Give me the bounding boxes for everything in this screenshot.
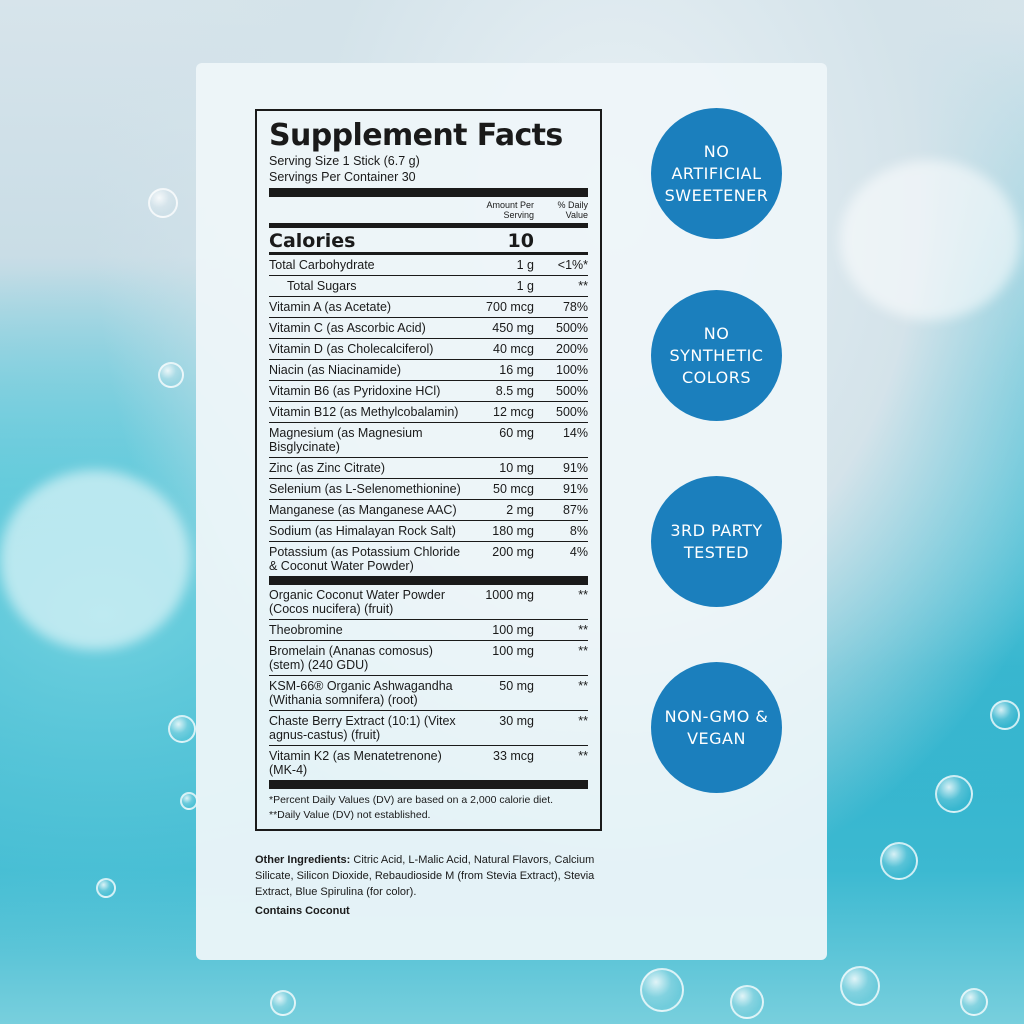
- other-ingredients-text: Citric Acid, L-Malic Acid, Natural Flavors, Calcium Silicate, Silicon Dioxide, Rebaudioside M (from Stevia Extract), Stevia Extract, Blue Spirulina (for color).: [255, 854, 595, 898]
- nutrient-amount: 100 mg: [492, 623, 534, 637]
- nutrient-name: Total Sugars: [287, 279, 357, 293]
- nutrient-name: Manganese (as Manganese AAC): [269, 503, 457, 517]
- water-bubble: [270, 990, 296, 1016]
- badge-third-party-tested: 3RD PARTY TESTED: [651, 476, 782, 607]
- table-row: [269, 458, 588, 479]
- nutrient-rows: [269, 255, 588, 576]
- water-bubble: [840, 966, 880, 1006]
- table-row: [269, 585, 588, 620]
- table-row: [269, 641, 588, 676]
- table-row: [269, 746, 588, 780]
- nutrient-daily-value: 14%: [562, 426, 588, 440]
- dv-header: % Daily Value: [557, 200, 588, 220]
- nutrient-name: Vitamin B6 (as Pyridoxine HCl): [269, 384, 441, 398]
- nutrient-name: Magnesium (as Magnesium Bisglycinate): [269, 426, 423, 454]
- nutrient-daily-value: 87%: [562, 503, 588, 517]
- allergen-statement: Contains Coconut: [255, 905, 350, 917]
- foam-splash: [840, 160, 1020, 320]
- water-bubble: [960, 988, 988, 1016]
- nutrient-amount: 10 mg: [499, 461, 534, 475]
- water-bubble: [168, 715, 196, 743]
- nutrient-name: Total Carbohydrate: [269, 258, 375, 272]
- water-bubble: [935, 775, 973, 813]
- nutrient-name: KSM-66® Organic Ashwagandha (Withania somnifera) (root): [269, 679, 453, 707]
- nutrient-daily-value: 100%: [556, 363, 588, 377]
- nutrient-amount: 30 mg: [499, 714, 534, 728]
- nutrient-amount: 450 mg: [492, 321, 534, 335]
- nutrient-daily-value: 4%: [569, 545, 588, 559]
- nutrient-name: Organic Coconut Water Powder (Cocos nucifera) (fruit): [269, 588, 446, 616]
- nutrient-name: Sodium (as Himalayan Rock Salt): [269, 524, 456, 538]
- nutrient-amount: 50 mcg: [493, 482, 534, 496]
- water-bubble: [880, 842, 918, 880]
- nutrient-daily-value: **: [578, 714, 588, 728]
- nutrient-daily-value: 78%: [562, 300, 588, 314]
- nutrient-daily-value: **: [578, 623, 588, 637]
- table-row: [269, 676, 588, 711]
- table-row: [269, 360, 588, 381]
- footnote-dv: *Percent Daily Values (DV) are based on a 2,000 calorie diet.: [269, 794, 554, 806]
- badge-no-synthetic-colors: NO SYNTHETIC COLORS: [651, 290, 782, 421]
- nutrient-amount: 16 mg: [499, 363, 534, 377]
- table-row: [269, 276, 588, 297]
- nutrient-name: Bromelain (Ananas comosus) (stem) (240 GDU): [269, 644, 433, 672]
- nutrient-daily-value: **: [578, 679, 588, 693]
- nutrient-name: Potassium (as Potassium Chloride & Coconut Water Powder): [269, 545, 461, 573]
- foam-splash: [0, 470, 190, 650]
- nutrient-daily-value: <1%*: [557, 258, 588, 272]
- table-row: [269, 711, 588, 746]
- thick-divider: [269, 576, 588, 585]
- thick-divider: [269, 780, 588, 789]
- table-row: [269, 339, 588, 360]
- water-bubble: [990, 700, 1020, 730]
- nutrient-amount: 40 mcg: [493, 342, 534, 356]
- ingredient-rows: [269, 585, 588, 780]
- nutrient-name: Vitamin K2 (as Menatetrenone) (MK-4): [269, 749, 442, 777]
- nutrient-daily-value: 500%: [556, 405, 588, 419]
- nutrient-amount: 700 mcg: [486, 300, 534, 314]
- nutrient-amount: 1 g: [516, 279, 534, 293]
- nutrient-daily-value: **: [578, 644, 588, 658]
- nutrient-name: Vitamin C (as Ascorbic Acid): [269, 321, 426, 335]
- table-row: [269, 479, 588, 500]
- nutrient-daily-value: **: [578, 588, 588, 602]
- table-row: [269, 542, 588, 576]
- table-row: [269, 500, 588, 521]
- nutrient-daily-value: 200%: [556, 342, 588, 356]
- nutrient-name: Vitamin D (as Cholecalciferol): [269, 342, 434, 356]
- water-bubble: [640, 968, 684, 1012]
- calories-row: [269, 228, 588, 255]
- other-ingredients: [255, 852, 595, 900]
- water-bubble: [148, 188, 178, 218]
- serving-size: Serving Size 1 Stick (6.7 g): [269, 154, 420, 168]
- nutrient-name: Theobromine: [269, 623, 343, 637]
- nutrient-name: Selenium (as L-Selenomethionine): [269, 482, 461, 496]
- amount-header: Amount Per Serving: [486, 200, 534, 220]
- nutrient-amount: 12 mcg: [493, 405, 534, 419]
- calories-label: Calories: [269, 230, 356, 252]
- other-ingredients-label: Other Ingredients:: [255, 854, 351, 866]
- calories-value: 10: [507, 230, 534, 252]
- nutrient-amount: 8.5 mg: [495, 384, 534, 398]
- facts-title: Supplement Facts: [269, 118, 563, 153]
- badge-no-artificial-sweetener: NO ARTIFICIAL SWEETENER: [651, 108, 782, 239]
- nutrient-amount: 33 mcg: [493, 749, 534, 763]
- footnote-not-established: **Daily Value (DV) not established.: [269, 809, 431, 821]
- nutrient-daily-value: **: [578, 749, 588, 763]
- nutrient-name: Chaste Berry Extract (10:1) (Vitex agnus-castus) (fruit): [269, 714, 456, 742]
- table-row: [269, 402, 588, 423]
- table-row: [269, 255, 588, 276]
- servings-per-container: Servings Per Container 30: [269, 170, 416, 184]
- table-row: [269, 620, 588, 641]
- nutrient-daily-value: 500%: [556, 384, 588, 398]
- table-row: [269, 318, 588, 339]
- nutrient-daily-value: 91%: [562, 461, 588, 475]
- nutrient-amount: 1 g: [516, 258, 534, 272]
- nutrient-amount: 180 mg: [492, 524, 534, 538]
- nutrient-amount: 200 mg: [492, 545, 534, 559]
- nutrient-name: Vitamin B12 (as Methylcobalamin): [269, 405, 459, 419]
- water-bubble: [730, 985, 764, 1019]
- column-headers: [269, 197, 588, 223]
- water-bubble: [158, 362, 184, 388]
- table-row: [269, 297, 588, 318]
- nutrient-daily-value: 500%: [556, 321, 588, 335]
- thick-divider: [269, 188, 588, 197]
- badge-non-gmo-vegan: NON-GMO & VEGAN: [651, 662, 782, 793]
- nutrient-amount: 50 mg: [499, 679, 534, 693]
- table-row: [269, 521, 588, 542]
- nutrient-amount: 2 mg: [506, 503, 534, 517]
- nutrient-name: Vitamin A (as Acetate): [269, 300, 392, 314]
- nutrient-name: Niacin (as Niacinamide): [269, 363, 401, 377]
- nutrient-amount: 1000 mg: [485, 588, 534, 602]
- nutrient-name: Zinc (as Zinc Citrate): [269, 461, 385, 475]
- table-row: [269, 381, 588, 402]
- supplement-facts-panel: [255, 109, 602, 831]
- nutrient-amount: 60 mg: [499, 426, 534, 440]
- footnotes: [269, 789, 588, 823]
- nutrient-amount: 100 mg: [492, 644, 534, 658]
- nutrient-daily-value: 91%: [562, 482, 588, 496]
- table-row: [269, 423, 588, 458]
- water-bubble: [96, 878, 116, 898]
- nutrient-daily-value: **: [578, 279, 588, 293]
- nutrient-daily-value: 8%: [569, 524, 588, 538]
